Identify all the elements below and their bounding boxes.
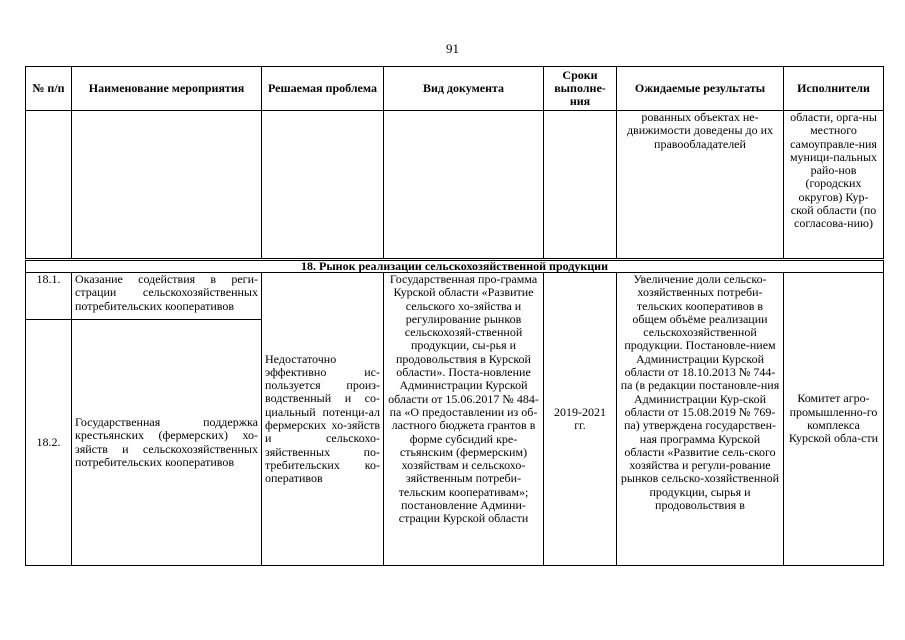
header-row <box>26 67 884 111</box>
header-executors: Исполнители <box>784 67 884 111</box>
row-num: 18.2. <box>26 320 72 566</box>
section-row <box>26 260 884 273</box>
doc-cell: Государственная про-грамма Курской области «Развитие сельского хо-зяйства и регулирование рынков сельскохозяй-ственной продукции, сы-рья и продовольствия в Курской области». Поста-новление Администрации Курской области от 15.06.2017 № 484-па «О предоставлении из об-ластного бюджета грантов в форме субсидий кре-стьянским (фермерским) хозяйствам и сельскохо-зяйственным потреби-тельским кооперативам»; постановление Админи-страции Курской области <box>384 273 544 566</box>
cont-problem-cell <box>262 111 384 260</box>
header-name: Наименование мероприятия <box>72 67 262 111</box>
results-cell: Увеличение доли сельско-хозяйственных потреби-тельских кооперативов в общем объёме реализации сельскохозяйственной продукции. Постановле-нием Администрации Курской области от 18.10.2013 № 744-па (в редакции постановле-ния Администрации Кур-ской области от 15.08.2019 № 769-па) утверждена государствен-ная программа Курской области «Развитие сель-ского хозяйства и регули-рование рынков сельско-хозяйственной продукции, сырья и продовольствия в <box>617 273 784 566</box>
cont-terms-cell <box>544 111 617 260</box>
executors-cell: Комитет агро-промышленно-го комплекса Курской обла-сти <box>784 273 884 566</box>
header-num: № п/п <box>26 67 72 111</box>
section-title: 18. Рынок реализации сельскохозяйственной продукции <box>26 260 884 273</box>
page-number: 91 <box>446 41 459 56</box>
header-problem: Решаемая проблема <box>262 67 384 111</box>
header-terms: Сроки выполне-ния <box>544 67 617 111</box>
problem-cell: Недостаточно эффективно ис-пользуется произ-водственный и со-циальный потенци-ал фермерских хо-зяйств и сельскохо-зяйственных по-требительских ко-оперативов <box>262 273 384 566</box>
cont-results-cell: рованных объектах не-движимости доведены до их правообладателей <box>617 111 784 260</box>
row-name: Оказание содействия в реги-страции сельскохозяйственных потребительских кооперативов <box>72 273 262 320</box>
continuation-row <box>26 111 884 260</box>
cont-executors-cell: области, орга-ны местного самоуправле-ния муници-пальных райо-нов (городских округов) Кур-ской области (по согласова-нию) <box>784 111 884 260</box>
header-results: Ожидаемые результаты <box>617 67 784 111</box>
row-name: Государственная поддержка крестьянских (фермерских) хо-зяйств и сельскохозяйственных потребительских кооперативов <box>72 320 262 566</box>
terms-cell: 2019-2021 гг. <box>544 273 617 566</box>
cont-name-cell <box>72 111 262 260</box>
measures-table <box>25 66 884 566</box>
header-doc: Вид документа <box>384 67 544 111</box>
table-row <box>26 273 884 320</box>
cont-num-cell <box>26 111 72 260</box>
cont-doc-cell <box>384 111 544 260</box>
row-num: 18.1. <box>26 273 72 320</box>
